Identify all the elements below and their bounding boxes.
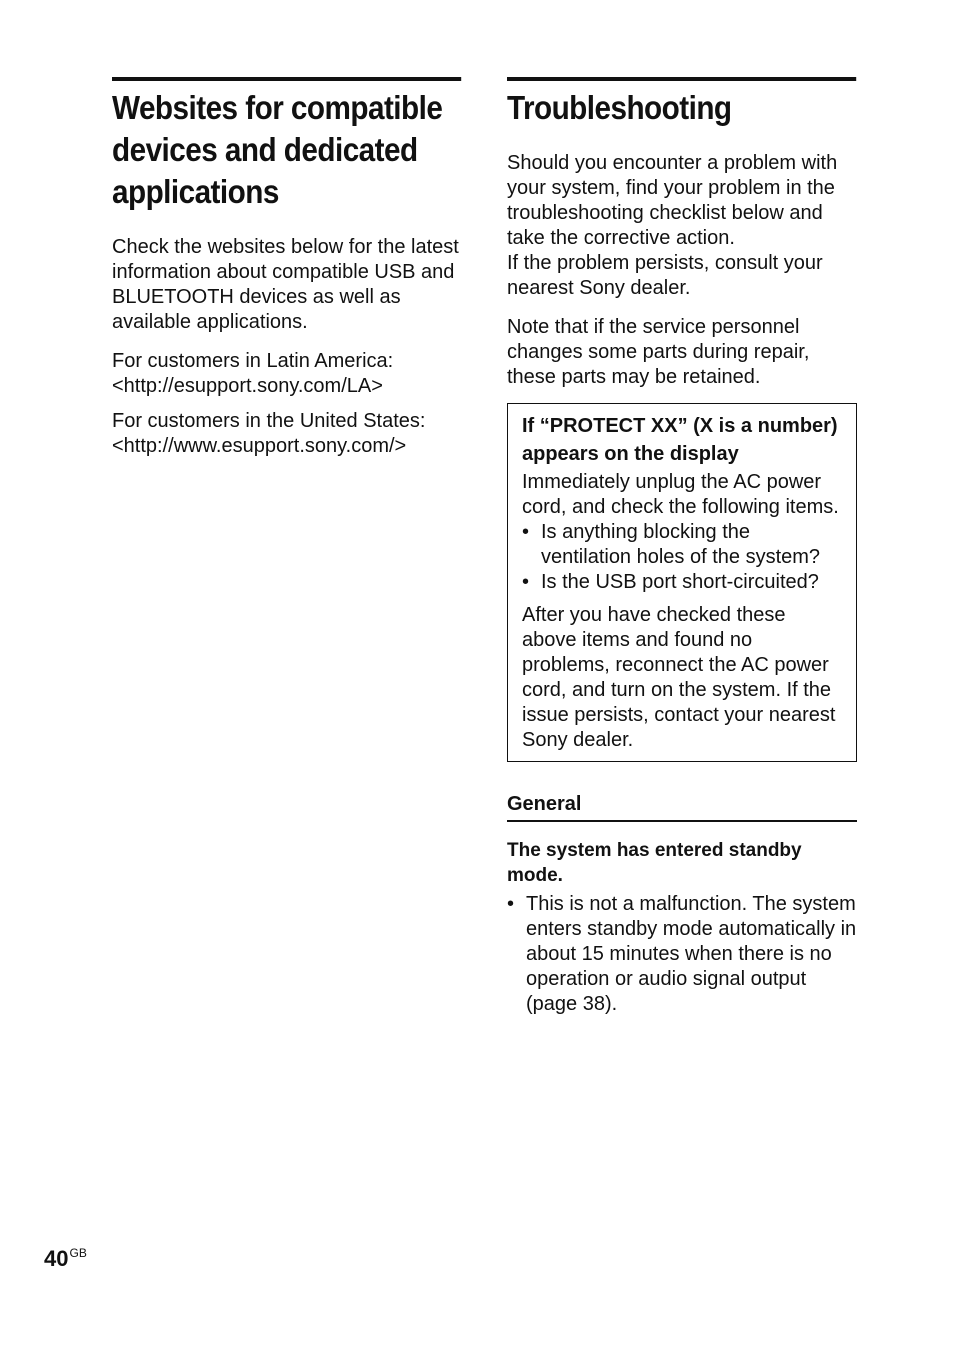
list-item: • Is the USB port short-circuited? bbox=[522, 570, 842, 595]
troubleshooting-heading: Troubleshooting bbox=[507, 77, 856, 129]
websites-intro: Check the websites below for the latest information about compatible USB and BLUETOOTH devices as well as available applications. bbox=[112, 236, 459, 333]
right-column bbox=[507, 77, 857, 1017]
protect-box-after: After you have checked these above items and found no problems, reconnect the AC power cord, and turn on the system. If the issue persists, contact your nearest Sony dealer. bbox=[522, 604, 836, 751]
latin-america-url[interactable]: <http://esupport.sony.com/LA> bbox=[112, 375, 383, 397]
left-column bbox=[112, 77, 462, 459]
general-heading: General bbox=[507, 790, 857, 822]
protect-box bbox=[507, 403, 857, 762]
page-number-suffix: GB bbox=[69, 1246, 87, 1260]
service-note: Note that if the service personnel changes some parts during repair, these parts may be retained. bbox=[507, 316, 810, 388]
protect-box-lead: Immediately unplug the AC power cord, and check the following items. bbox=[522, 471, 839, 518]
protect-box-title: If “PROTECT XX” (X is a number) appears on the display bbox=[522, 415, 838, 465]
protect-checklist bbox=[522, 520, 842, 595]
troubleshooting-intro: Should you encounter a problem with your system, find your problem in the troubleshooting checklist below and take the corrective action. bbox=[507, 152, 838, 249]
standby-list bbox=[507, 892, 857, 1017]
latin-america-block bbox=[112, 349, 462, 399]
list-item: • Is anything blocking the ventilation holes of the system? bbox=[522, 520, 842, 570]
united-states-url[interactable]: <http://www.esupport.sony.com/> bbox=[112, 435, 407, 457]
united-states-block bbox=[112, 409, 462, 459]
page-number bbox=[44, 1246, 87, 1272]
websites-heading: Websites for compatible devices and dedicated applications bbox=[112, 77, 461, 213]
standby-subheading: The system has entered standby mode. bbox=[507, 840, 802, 886]
troubleshooting-persist: If the problem persists, consult your nearest Sony dealer. bbox=[507, 252, 823, 299]
latin-america-label: For customers in Latin America: bbox=[112, 350, 394, 372]
united-states-label: For customers in the United States: bbox=[112, 410, 426, 432]
list-item: • This is not a malfunction. The system enters standby mode automatically in about 15 minutes when there is no operation or audio signal output (page 38). bbox=[507, 892, 857, 1017]
page-number-value: 40 bbox=[44, 1246, 69, 1271]
